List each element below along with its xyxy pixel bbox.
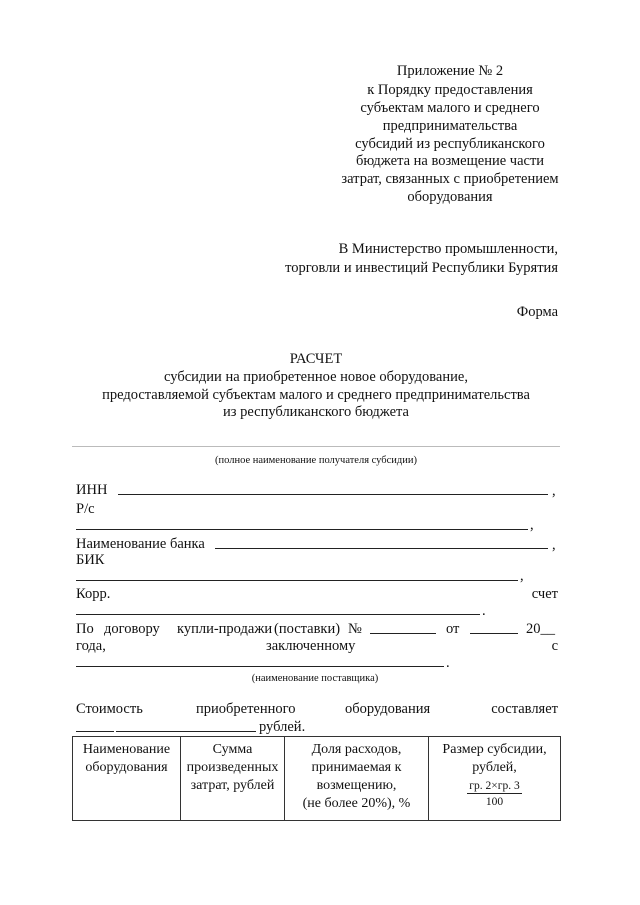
header-line: рублей, [472, 760, 517, 775]
comma: , [552, 537, 556, 553]
addressee-line: торговли и инвестиций Республики Бурятия [285, 260, 558, 276]
document-title: РАСЧЕТ [289, 351, 343, 367]
comma: , [552, 483, 556, 499]
cost-currency: рублей. [259, 719, 306, 735]
formula [432, 777, 557, 809]
appendix-line: субъектам малого и среднего [360, 100, 540, 116]
addressee-line: В Министерство промышленности, [338, 241, 558, 257]
appendix-line: бюджета на возмещение части [355, 153, 545, 169]
account-field[interactable] [76, 529, 528, 530]
table-header-cell [73, 737, 181, 821]
calculation-table [72, 736, 561, 821]
cost-word: приобретенного [196, 701, 296, 717]
header-line: Размер субсидии, [442, 742, 547, 757]
period: . [482, 603, 486, 619]
bank-label: Наименование банка [76, 536, 205, 552]
corr-account-word: счет [531, 586, 558, 602]
header-line: оборудования [85, 760, 168, 775]
contract-word: года, [76, 638, 106, 654]
bik-label: БИК [76, 552, 105, 568]
appendix-line: предпринимательства [382, 118, 518, 134]
header-line: Наименование [82, 742, 171, 757]
recipient-caption: (полное наименование получателя субсидии) [215, 455, 417, 466]
header-line: (не более 20%), % [302, 796, 411, 811]
formula-numerator: гр. 2×гр. 3 [469, 780, 520, 792]
document-subtitle: субсидии на приобретенное новое оборудование, [164, 369, 468, 385]
corr-account-field[interactable] [76, 614, 480, 615]
contract-word: с [551, 638, 558, 654]
contract-word: купли-продажи [177, 621, 273, 637]
cost-field-part2[interactable] [116, 731, 256, 732]
supplier-caption: (наименование поставщика) [251, 673, 379, 684]
period: . [446, 655, 450, 671]
appendix-line: к Порядку предоставления [367, 82, 533, 98]
contract-word: договору [104, 621, 160, 637]
comma: , [520, 568, 524, 584]
bik-field[interactable] [76, 580, 518, 581]
table-header-cell [181, 737, 285, 821]
table-header-cell [285, 737, 429, 821]
cost-word: составляет [491, 701, 558, 717]
document-subtitle: предоставляемой субъектам малого и среднего предпринимательства [102, 387, 530, 403]
form-label: Форма [516, 304, 558, 320]
header-line: возмещению, [316, 778, 397, 793]
supplier-field[interactable] [76, 666, 444, 667]
appendix-line: затрат, связанных с приобретением [341, 171, 559, 187]
contract-year: 20__ [526, 621, 555, 637]
cost-word: Стоимость [76, 701, 143, 717]
account-label: Р/с [76, 501, 95, 517]
formula-denominator: 100 [485, 796, 504, 808]
corr-label: Корр. [76, 586, 111, 602]
appendix-line: Приложение № 2 [396, 63, 504, 79]
header-line: произведенных [186, 760, 279, 775]
appendix-line: оборудования [407, 189, 493, 205]
cost-field-part1[interactable] [76, 731, 114, 732]
contract-word: № [348, 621, 362, 637]
header-line: Сумма [212, 742, 253, 757]
table-header-row [73, 737, 561, 821]
contract-date-field[interactable] [470, 633, 518, 634]
contract-word: (поставки) [274, 621, 341, 637]
appendix-line: субсидий из республиканского [355, 136, 545, 152]
header-line: принимаемая к [311, 760, 402, 775]
bank-field[interactable] [215, 548, 548, 549]
contract-number-field[interactable] [370, 633, 436, 634]
contract-word: заключенному [266, 638, 356, 654]
inn-label: ИНН [76, 482, 108, 498]
inn-field[interactable] [118, 494, 548, 495]
cost-word: оборудования [345, 701, 431, 717]
contract-word: от [446, 621, 460, 637]
table-header-cell [429, 737, 561, 821]
header-line: затрат, рублей [190, 778, 275, 793]
contract-word: По [76, 621, 94, 637]
header-line: Доля расходов, [311, 742, 402, 757]
comma: , [530, 517, 534, 533]
document-subtitle: из республиканского бюджета [223, 404, 409, 420]
recipient-name-field[interactable] [72, 446, 560, 447]
